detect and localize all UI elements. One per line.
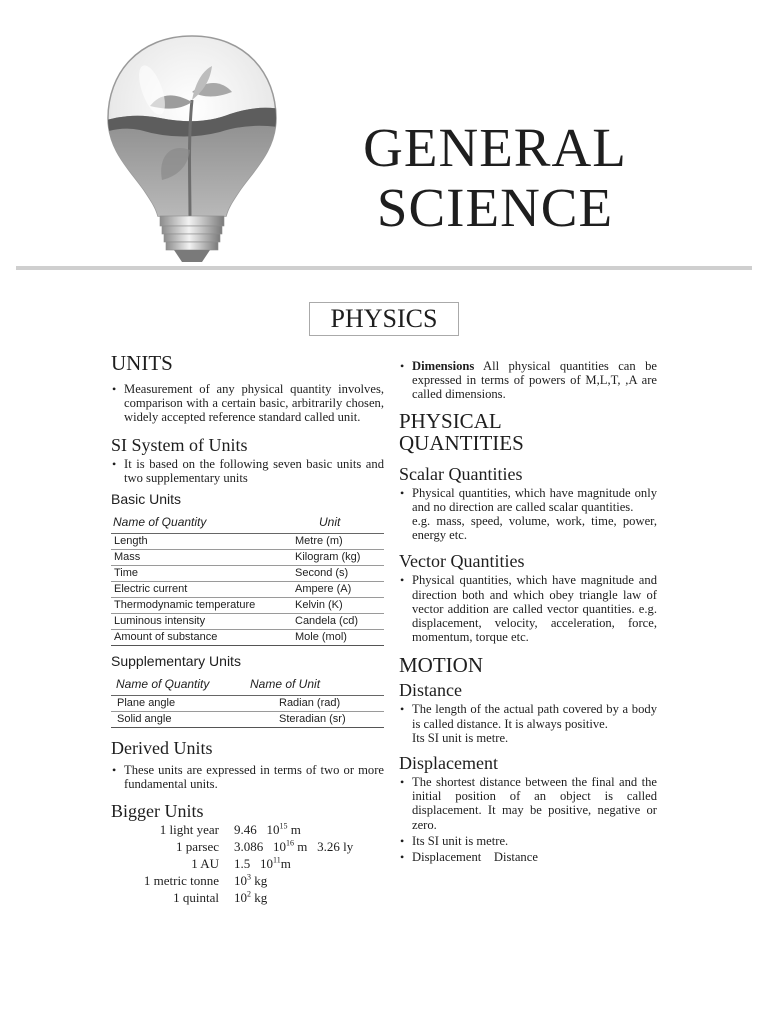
cell-unit: Radian (rad) bbox=[279, 697, 341, 710]
unit-value: 3.086 $10^{16}$ m 3.26 ly bbox=[234, 839, 354, 855]
cell-quantity: Solid angle bbox=[117, 713, 172, 726]
displacement-compare bbox=[399, 850, 657, 864]
cell-quantity: Thermodynamic temperature bbox=[114, 599, 256, 612]
table-row bbox=[111, 534, 384, 550]
supplementary-units-heading: Supplementary Units bbox=[111, 653, 241, 670]
table-header bbox=[111, 514, 384, 534]
table-row bbox=[111, 598, 384, 614]
scalar-text: • Physical quantities, which have magnitude only and no direction are called scalar quantities. bbox=[399, 486, 657, 514]
table-row bbox=[111, 550, 384, 566]
page-title bbox=[330, 118, 660, 238]
table-row bbox=[111, 614, 384, 630]
title-line-general: GENERAL bbox=[363, 117, 627, 178]
col-unit-name: Name of Unit bbox=[250, 677, 321, 692]
heading-line: QUANTITIES bbox=[399, 430, 524, 455]
right-column bbox=[399, 359, 657, 864]
units-text: • Measurement of any physical quantity involves, comparison with a certain basic, arbitrarily chosen, widely accepted reference standard called unit. bbox=[111, 382, 384, 425]
bigger-unit-row bbox=[111, 872, 384, 889]
basic-units-heading: Basic Units bbox=[111, 491, 182, 508]
compare-right: Distance bbox=[493, 850, 538, 865]
bigger-units-heading: Bigger Units bbox=[111, 801, 204, 822]
cell-unit: Ampere (A) bbox=[295, 583, 352, 596]
motion-heading: MOTION bbox=[399, 653, 483, 678]
title-line-science: SCIENCE bbox=[376, 177, 614, 238]
heading-line: PHYSICAL bbox=[399, 408, 502, 433]
col-quantity: Name of Quantity bbox=[113, 515, 207, 530]
bigger-unit-row bbox=[111, 855, 384, 872]
col-quantity: Name of Quantity bbox=[116, 677, 210, 692]
bigger-unit-row bbox=[111, 821, 384, 838]
table-row bbox=[111, 566, 384, 582]
dimensions-text bbox=[399, 359, 657, 402]
unit-value: 1.5 $10^{11}m$ bbox=[234, 856, 291, 872]
cell-quantity: Mass bbox=[114, 551, 141, 564]
cell-unit: Kilogram (kg) bbox=[295, 551, 361, 564]
basic-units-table bbox=[111, 514, 384, 646]
displacement-si: • Its SI unit is metre. bbox=[399, 834, 657, 848]
unit-value: 9.46 $10^{15}$ m bbox=[234, 822, 301, 838]
left-column bbox=[111, 352, 384, 906]
unit-label: 1 AU bbox=[191, 856, 219, 872]
distance-heading: Distance bbox=[399, 680, 462, 701]
si-text: • It is based on the following seven basic units and two supplementary units bbox=[111, 457, 384, 485]
cell-quantity: Plane angle bbox=[117, 697, 176, 710]
table-row bbox=[111, 696, 384, 712]
displacement-text: • The shortest distance between the final and the initial position of an object is called displacement. It may be positive, negative or zero. bbox=[399, 775, 657, 832]
bigger-unit-row bbox=[111, 889, 384, 906]
cell-quantity: Time bbox=[114, 567, 139, 580]
cell-quantity: Length bbox=[114, 535, 148, 548]
bigger-units-list bbox=[111, 821, 384, 906]
cell-unit: Second (s) bbox=[295, 567, 349, 580]
table-row bbox=[111, 582, 384, 598]
table-row bbox=[111, 630, 384, 646]
table-header bbox=[111, 676, 384, 696]
vector-quantities-heading: Vector Quantities bbox=[399, 551, 525, 572]
dimensions-label: Dimensions bbox=[412, 359, 475, 373]
header-divider bbox=[16, 266, 752, 270]
cell-quantity: Electric current bbox=[114, 583, 188, 596]
col-unit: Unit bbox=[319, 515, 341, 530]
distance-si: Its SI unit is metre. bbox=[412, 730, 509, 745]
scalar-quantities-heading: Scalar Quantities bbox=[399, 463, 523, 484]
unit-label: 1 light year bbox=[159, 822, 219, 838]
derived-units-text: • These units are expressed in terms of two or more fundamental units. bbox=[111, 763, 384, 791]
unit-label: 1 metric tonne bbox=[143, 873, 219, 889]
cell-unit: Steradian (sr) bbox=[279, 713, 346, 726]
cell-unit: Mole (mol) bbox=[295, 631, 347, 644]
physical-quantities-heading bbox=[399, 410, 657, 454]
cell-unit: Metre (m) bbox=[295, 535, 343, 548]
dimensions-body: All physical quantities can be expressed in terms of powers of M,L,T, ,A are called dimensions. bbox=[412, 359, 657, 402]
compare-left: Displacement bbox=[412, 850, 482, 865]
table-row bbox=[111, 712, 384, 728]
distance-text: • The length of the actual path covered by a body is called distance. It is always positive. bbox=[399, 702, 657, 730]
lightbulb-plant-illustration bbox=[100, 30, 285, 270]
section-label-physics: PHYSICS bbox=[309, 302, 459, 336]
bigger-unit-row bbox=[111, 838, 384, 855]
scalar-example: e.g. mass, speed, volume, work, time, power, energy etc. bbox=[412, 514, 657, 543]
unit-label: 1 quintal bbox=[173, 890, 219, 906]
supplementary-units-table bbox=[111, 676, 384, 728]
si-heading: SI System of Units bbox=[111, 434, 248, 455]
cell-unit: Kelvin (K) bbox=[295, 599, 343, 612]
cell-unit: Candela (cd) bbox=[295, 615, 358, 628]
cell-quantity: Luminous intensity bbox=[114, 615, 206, 628]
unit-value: $10^3$ kg bbox=[234, 873, 268, 889]
unit-label: 1 parsec bbox=[176, 839, 219, 855]
unit-value: $10^2$ kg bbox=[234, 890, 268, 906]
cell-quantity: Amount of substance bbox=[114, 631, 218, 644]
derived-units-heading: Derived Units bbox=[111, 738, 213, 759]
displacement-heading: Displacement bbox=[399, 753, 498, 774]
vector-text: • Physical quantities, which have magnitude and direction both and which obey triangle law of vector addition are called vector quantities. e.g. displacement, velocity, acceleration, force, momentum, torque etc. bbox=[399, 573, 657, 644]
units-heading: UNITS bbox=[111, 351, 173, 375]
